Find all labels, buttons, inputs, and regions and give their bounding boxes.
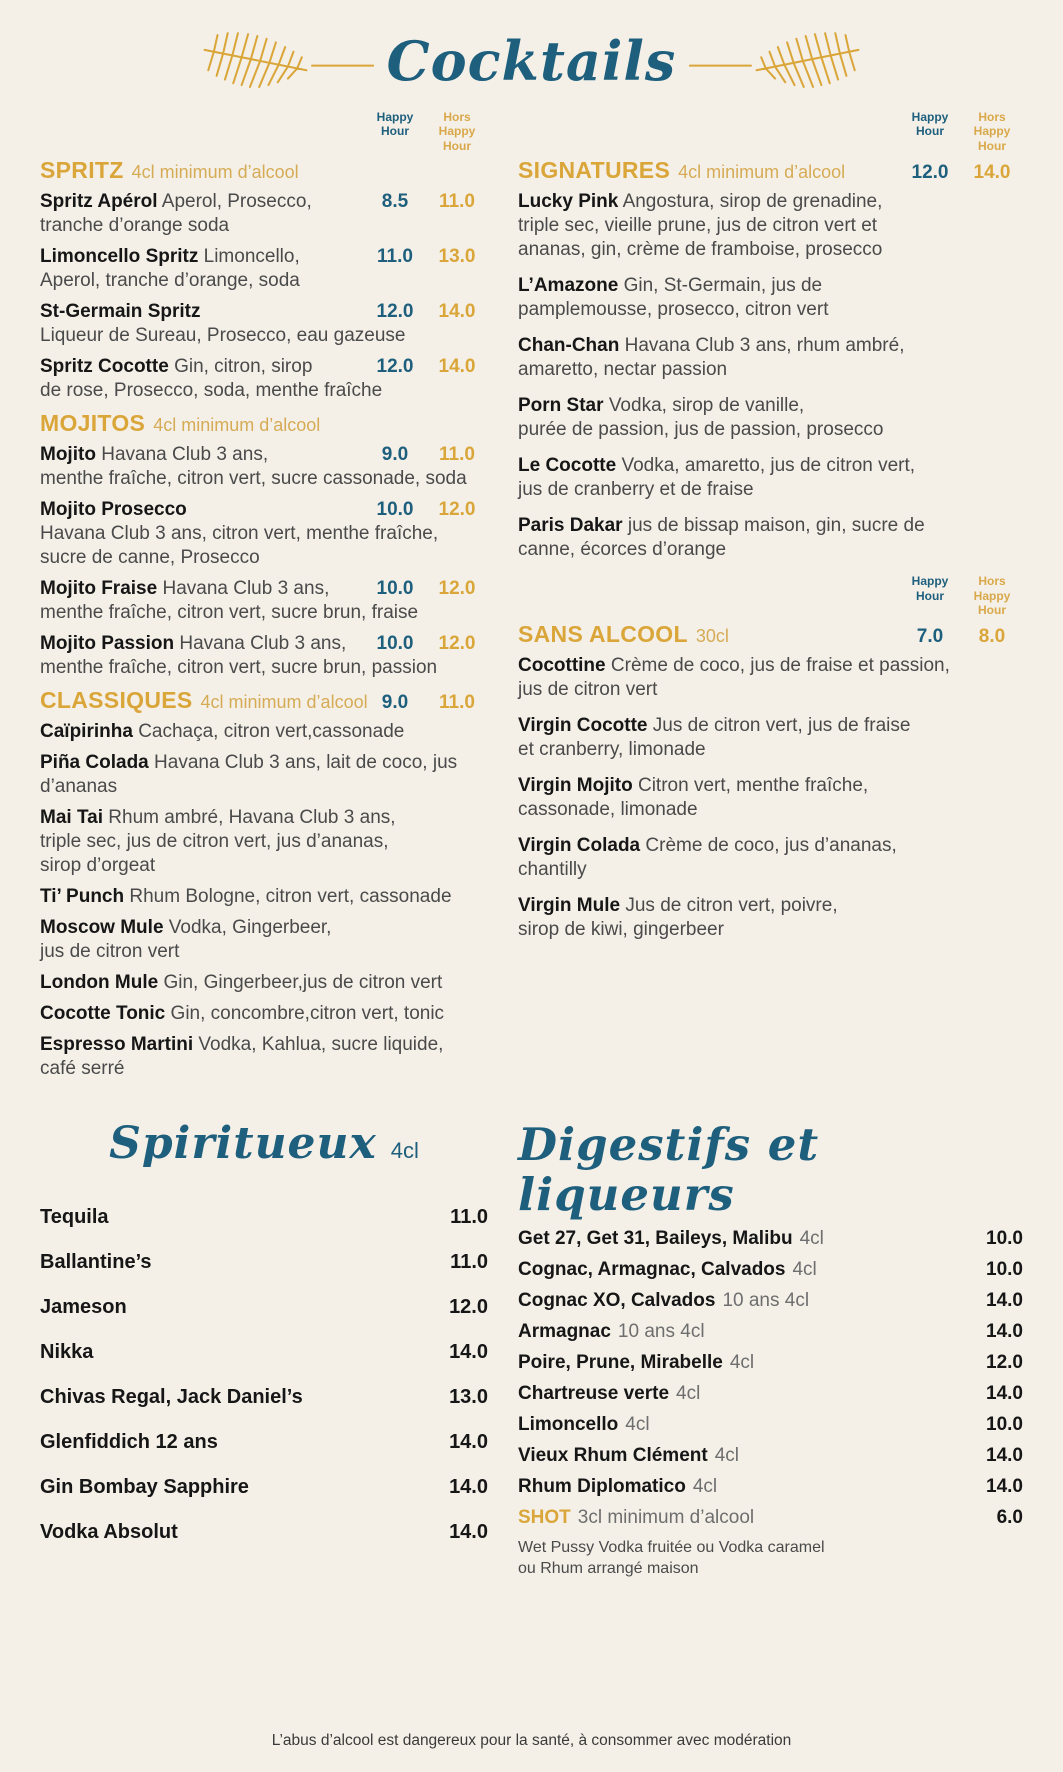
menu-section-heading [40,410,488,437]
spirit-price: 14.0 [449,1430,488,1453]
item-description-line: ananas, gin, crème de framboise, prosecco [518,239,883,261]
digestif-price: 6.0 [996,1507,1023,1529]
digestif-name: Get 27, Get 31, Baileys, Malibu [518,1228,793,1250]
item-name: Ti’ Punch [40,886,125,908]
digestif-name: Limoncello [518,1414,619,1436]
section-price-happy: 7.0 [916,626,944,648]
spirit-item [40,1250,488,1274]
item-description: Havana Club 3 ans, [162,578,330,600]
menu-item [40,245,488,293]
item-description: Havana Club 3 ans, lait de coco, jus [154,752,458,774]
menu-item [40,300,488,348]
digestif-name: SHOT [518,1507,571,1529]
spirits-title: Spiritueux [109,1118,377,1170]
digestif-item [518,1351,1023,1374]
item-description: Gin, St-Germain, jus de [623,275,823,297]
menu-item [40,885,488,909]
item-description-line: de rose, Prosecco, soda, menthe fraîche [40,380,383,402]
spirit-item [40,1475,488,1499]
menu-section-heading [40,687,488,714]
item-description: Gin, citron, sirop [174,356,313,378]
spirit-price: 14.0 [449,1520,488,1543]
item-description-line: cassonade, limonade [518,799,698,821]
item-name: Piña Colada [40,752,149,774]
menu-item [40,1033,488,1081]
spirits-section [40,1106,488,1579]
spirit-item [40,1385,488,1409]
spirit-name: Ballantine’s [40,1250,152,1273]
menu-section-heading [518,621,1023,648]
menu-section-heading [518,157,1023,184]
item-description: Havana Club 3 ans, [101,444,269,466]
item-name: Le Cocotte [518,455,617,477]
menu-item [518,274,1023,322]
item-description-line: tranche d’orange soda [40,215,230,237]
shot-description-line: ou Rhum arrangé maison [518,1560,699,1578]
item-name: Mai Tai [40,807,103,829]
menu-item [40,751,488,799]
item-name: Virgin Mule [518,895,621,917]
item-price-happy: 12.0 [376,356,414,378]
digestif-item [518,1258,1023,1281]
happy-hour-header: Happy Hour [911,574,949,603]
item-name: Limoncello Spritz [40,246,199,268]
item-price-happy: 9.0 [381,444,409,466]
menu-item [40,806,488,878]
item-description-line: Havana Club 3 ans, citron vert, menthe fraîche, [40,523,439,545]
item-description: Vodka, sirop de vanille, [608,395,805,417]
item-description: Citron vert, menthe fraîche, [637,775,869,797]
digestifs-title: Digestifs et liqueurs [518,1118,820,1221]
digestif-unit: 4cl [692,1476,718,1498]
section-price-happy: 9.0 [381,692,409,714]
digestif-unit: 4cl [729,1352,755,1374]
menu-item [518,894,1023,942]
section-price-hors: 14.0 [973,162,1011,184]
item-name: Virgin Colada [518,835,641,857]
menu-item [40,916,488,964]
column-left [40,108,488,1088]
item-description-line: sirop d’orgeat [40,855,156,877]
spirits-unit: 4cl [390,1138,419,1164]
spirit-name: Jameson [40,1295,127,1318]
menu-item [40,443,488,491]
item-name: Moscow Mule [40,917,164,939]
digestif-price: 10.0 [986,1259,1023,1281]
price-columns-header [518,110,1023,153]
digestif-unit: 10 ans 4cl [617,1321,705,1343]
item-description: Vodka, Gingerbeer, [168,917,332,939]
menu-item [518,334,1023,382]
menu-item [40,1002,488,1026]
item-description-line: café serré [40,1058,125,1080]
menu-columns [40,108,1023,1088]
digestif-price: 10.0 [986,1414,1023,1436]
item-name: Cocottine [518,655,606,677]
digestif-item [518,1320,1023,1343]
item-name: Spritz Cocotte [40,356,169,378]
price-columns-header [518,574,1023,617]
spirit-price: 14.0 [449,1340,488,1363]
digestif-item [518,1382,1023,1405]
digestif-unit: 3cl minimum d’alcool [577,1507,755,1529]
item-name: Chan-Chan [518,335,620,357]
spirit-item [40,1340,488,1364]
item-price-happy: 10.0 [376,578,414,600]
section-title: MOJITOS [40,410,146,437]
digestif-item [518,1227,1023,1250]
spirit-item [40,1520,488,1544]
digestif-item [518,1413,1023,1436]
item-description: Cachaça, citron vert,cassonade [138,721,405,743]
menu-item [40,971,488,995]
item-description: Rhum Bologne, citron vert, cassonade [129,886,452,908]
digestif-name: Cognac, Armagnac, Calvados [518,1259,786,1281]
menu-item [518,394,1023,442]
hors-happy-hour-header: Hors Happy Hour [973,110,1011,153]
item-name: Mojito [40,444,96,466]
item-description-line: triple sec, vieille prune, jus de citron vert et [518,215,878,237]
menu-item [518,514,1023,562]
item-price-happy: 10.0 [376,633,414,655]
item-description-line: menthe fraîche, citron vert, sucre brun, passion [40,657,438,679]
happy-hour-header: Happy Hour [376,110,414,139]
spirit-name: Tequila [40,1205,109,1228]
item-price-hors: 12.0 [438,499,476,521]
menu-item [518,714,1023,762]
menu-item [518,454,1023,502]
item-price-hors: 12.0 [438,578,476,600]
item-description: jus de bissap maison, gin, sucre de [627,515,925,537]
digestif-item [518,1475,1023,1498]
menu-section-heading [40,157,488,184]
spirit-name: Glenfiddich 12 ans [40,1430,218,1453]
digestif-name: Cognac XO, Calvados [518,1290,716,1312]
digestif-price: 14.0 [986,1290,1023,1312]
item-description-line: jus de citron vert [518,679,658,701]
item-description-line: sucre de canne, Prosecco [40,547,260,569]
item-price-happy: 11.0 [377,246,413,268]
item-description-line: Aperol, tranche d’orange, soda [40,270,300,292]
item-description: Vodka, amaretto, jus de citron vert, [621,455,916,477]
digestif-unit: 4cl [792,1259,817,1281]
spirit-price: 13.0 [449,1385,488,1408]
item-description-line: menthe fraîche, citron vert, sucre brun, fraise [40,602,419,624]
bottom-sections [40,1106,1023,1579]
section-note: 4cl minimum d’alcool [200,692,368,713]
item-name: London Mule [40,972,159,994]
spirit-price: 14.0 [449,1475,488,1498]
item-price-hors: 14.0 [438,301,476,323]
item-description: Gin, concombre,citron vert, tonic [170,1003,445,1025]
spirits-heading [40,1120,488,1168]
digestif-unit: 10 ans 4cl [722,1290,810,1312]
column-right [518,108,1023,1088]
menu-item [518,190,1023,262]
spirit-name: Gin Bombay Sapphire [40,1475,249,1498]
item-description: Vodka, Kahlua, sucre liquide, [198,1034,444,1056]
item-name: Cocotte Tonic [40,1003,166,1025]
hors-happy-hour-header: Hors Happy Hour [973,574,1011,617]
item-description-line: canne, écorces d’orange [518,539,727,561]
item-description: Crème de coco, jus d’ananas, [645,835,897,857]
digestif-name: Armagnac [518,1321,611,1343]
menu-header [40,18,1023,104]
item-name: Mojito Passion [40,633,175,655]
hors-happy-hour-header: Hors Happy Hour [438,110,476,153]
item-description-line: triple sec, jus de citron vert, jus d’ananas, [40,831,389,853]
menu-item [518,834,1023,882]
item-description-line: chantilly [518,859,587,881]
menu-item [40,720,488,744]
digestif-price: 12.0 [986,1352,1023,1374]
digestif-price: 14.0 [986,1476,1023,1498]
menu-item [518,774,1023,822]
item-description: Havana Club 3 ans, [179,633,347,655]
menu-item [40,355,488,403]
digestif-item [518,1506,1023,1529]
section-note: 4cl minimum d’alcool [131,162,299,183]
page-title: Cocktails [386,29,677,93]
item-description: Gin, Gingerbeer,jus de citron vert [163,972,443,994]
item-price-hors: 11.0 [439,191,475,213]
spirits-list [40,1205,488,1544]
item-description-line: jus de citron vert [40,941,180,963]
item-description: Rhum ambré, Havana Club 3 ans, [108,807,396,829]
digestif-name: Vieux Rhum Clément [518,1445,708,1467]
fern-icon [199,29,375,93]
item-price-happy: 12.0 [376,301,414,323]
digestif-item [518,1289,1023,1312]
digestif-item [518,1444,1023,1467]
menu-item [518,654,1023,702]
item-description-line: sirop de kiwi, gingerbeer [518,919,724,941]
menu-item [40,632,488,680]
item-name: Mojito Fraise [40,578,158,600]
digestif-price: 14.0 [986,1383,1023,1405]
item-price-happy: 8.5 [381,191,409,213]
spirit-item [40,1205,488,1229]
item-price-hors: 14.0 [438,356,476,378]
price-columns-header [40,110,488,153]
digestifs-list [518,1227,1023,1579]
section-title: SIGNATURES [518,157,671,184]
digestif-price: 14.0 [986,1321,1023,1343]
item-price-hors: 12.0 [438,633,476,655]
item-name: Virgin Mojito [518,775,633,797]
section-note: 4cl minimum d’alcool [678,162,846,183]
item-name: Espresso Martini [40,1034,194,1056]
digestif-price: 14.0 [986,1445,1023,1467]
menu-item [40,577,488,625]
item-description-line: d’ananas [40,776,118,798]
digestif-unit: 4cl [714,1445,739,1467]
item-name: Paris Dakar [518,515,623,537]
item-name: Caïpirinha [40,721,133,743]
menu-item [40,498,488,570]
spirit-price: 12.0 [449,1295,488,1318]
digestif-unit: 4cl [799,1228,824,1250]
item-description-line: amaretto, nectar passion [518,359,728,381]
section-note: 30cl [695,626,729,647]
spirit-name: Vodka Absolut [40,1520,178,1543]
spirit-price: 11.0 [450,1250,488,1273]
digestifs-section [518,1106,1023,1579]
item-description-line: purée de passion, jus de passion, prosecco [518,419,884,441]
item-price-hors: 11.0 [439,444,475,466]
item-description: Crème de coco, jus de fraise et passion, [610,655,950,677]
item-price-happy: 10.0 [376,499,414,521]
item-description: Aperol, Prosecco, [161,191,312,213]
item-description-line: Liqueur de Sureau, Prosecco, eau gazeuse [40,325,406,347]
item-description-line: pamplemousse, prosecco, citron vert [518,299,829,321]
section-note: 4cl minimum d’alcool [153,415,321,436]
item-name: Spritz Apérol [40,191,158,213]
item-name: Porn Star [518,395,604,417]
spirit-price: 11.0 [450,1205,488,1228]
section-title: SANS ALCOOL [518,621,688,648]
digestif-name: Chartreuse verte [518,1383,670,1405]
shot-description-line: Wet Pussy Vodka fruitée ou Vodka caramel [518,1539,825,1557]
digestif-name: Rhum Diplomatico [518,1476,686,1498]
item-description-line: et cranberry, limonade [518,739,706,761]
digestif-unit: 4cl [625,1414,650,1436]
spirit-name: Chivas Regal, Jack Daniel’s [40,1385,303,1408]
section-title: CLASSIQUES [40,687,193,714]
item-name: Virgin Cocotte [518,715,648,737]
item-price-hors: 13.0 [438,246,476,268]
item-name: St-Germain Spritz [40,301,201,323]
item-description: Limoncello, [203,246,300,268]
item-description: Angostura, sirop de grenadine, [622,191,883,213]
item-description-line: jus de cranberry et de fraise [518,479,754,501]
menu-item [40,190,488,238]
digestif-name: Poire, Prune, Mirabelle [518,1352,723,1374]
section-price-hors: 11.0 [439,692,475,714]
spirit-name: Nikka [40,1340,94,1363]
legal-notice: L’abus d’alcool est dangereux pour la santé, à consommer avec modération [271,1732,792,1749]
fern-icon [688,29,864,93]
spirit-item [40,1430,488,1454]
item-description-line: menthe fraîche, citron vert, sucre cassonade, soda [40,468,467,490]
section-price-happy: 12.0 [911,162,949,184]
item-name: L’Amazone [518,275,619,297]
digestif-price: 10.0 [986,1228,1023,1250]
section-title: SPRITZ [40,157,124,184]
digestif-unit: 4cl [676,1383,701,1405]
item-description: Jus de citron vert, poivre, [625,895,838,917]
item-description: Havana Club 3 ans, rhum ambré, [624,335,905,357]
item-name: Mojito Prosecco [40,499,187,521]
spirit-item [40,1295,488,1319]
happy-hour-header: Happy Hour [911,110,949,139]
digestifs-heading [518,1120,1023,1219]
item-description: Jus de citron vert, jus de fraise [652,715,911,737]
item-name: Lucky Pink [518,191,619,213]
section-price-hors: 8.0 [978,626,1006,648]
